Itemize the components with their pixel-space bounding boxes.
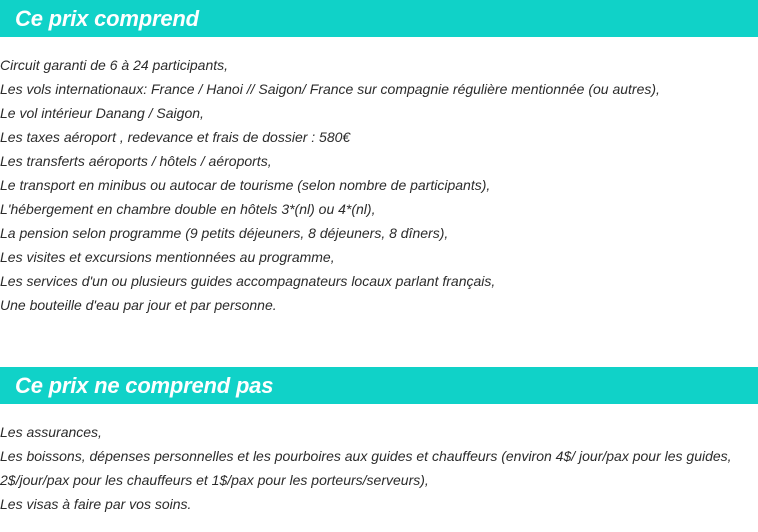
- list-item: La pension selon programme (9 petits déjeuners, 8 déjeuners, 8 dîners),: [0, 225, 449, 241]
- list-item: Les services d'un ou plusieurs guides accompagnateurs locaux parlant français,: [0, 273, 496, 289]
- excludes-section-title: Ce prix ne comprend pas: [15, 373, 274, 398]
- list-item: 2$/jour/pax pour les chauffeurs et 1$/pax pour les porteurs/serveurs),: [0, 472, 429, 488]
- list-item: Le transport en minibus ou autocar de tourisme (selon nombre de participants),: [0, 177, 491, 193]
- list-item: Circuit garanti de 6 à 24 participants,: [0, 57, 229, 73]
- excludes-list: [0, 420, 732, 516]
- includes-section-title: Ce prix comprend: [15, 6, 199, 31]
- list-item: Les visas à faire par vos soins.: [0, 496, 192, 512]
- list-item: Les assurances,: [0, 424, 102, 440]
- list-item: L'hébergement en chambre double en hôtels 3*(nl) ou 4*(nl),: [0, 201, 376, 217]
- list-item: Les taxes aéroport , redevance et frais de dossier : 580€: [0, 129, 351, 145]
- list-item: Les boissons, dépenses personnelles et les pourboires aux guides et chauffeurs (environ 4$/ jour/pax pour les guides,: [0, 448, 732, 464]
- includes-section-header: [0, 0, 758, 37]
- list-item: Le vol intérieur Danang / Saigon,: [0, 105, 204, 121]
- excludes-section-header: [0, 367, 758, 404]
- list-item: Les visites et excursions mentionnées au programme,: [0, 249, 335, 265]
- list-item: Les vols internationaux: France / Hanoi // Saigon/ France sur compagnie régulière mentionnée (ou autres),: [0, 81, 660, 97]
- includes-list: [0, 53, 660, 317]
- list-item: Une bouteille d'eau par jour et par personne.: [0, 297, 277, 313]
- list-item: Les transferts aéroports / hôtels / aéroports,: [0, 153, 272, 169]
